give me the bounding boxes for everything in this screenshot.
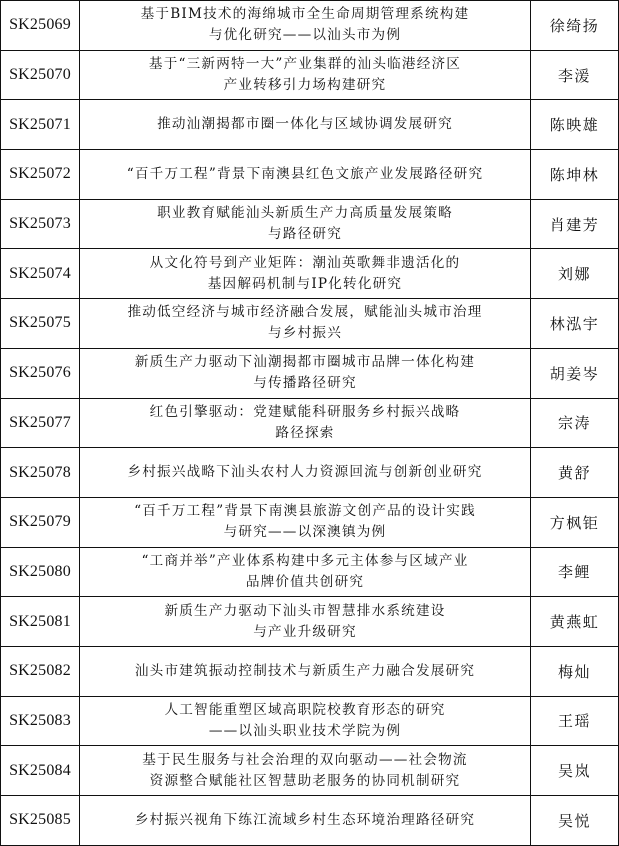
project-leader: 宗涛 — [531, 398, 619, 448]
project-title — [80, 249, 531, 299]
project-title-line: “工商并举”产业体系构建中多元主体参与区域产业 — [141, 552, 469, 569]
project-leader: 王瑶 — [531, 696, 619, 746]
project-title-line: 红色引擎驱动：党建赋能科研服务乡村振兴战略 — [149, 403, 461, 420]
project-leader: 梅灿 — [531, 646, 619, 696]
project-title-line: 汕头市建筑振动控制技术与新质生产力融合发展研究 — [134, 662, 476, 679]
project-code: SK25084 — [1, 746, 80, 796]
project-leader: 吴悦 — [531, 796, 619, 846]
project-code: SK25080 — [1, 547, 80, 597]
project-leader: 李鲤 — [531, 547, 619, 597]
project-title-line: 与优化研究——以汕头市为例 — [208, 27, 402, 44]
project-leader: 方枫钜 — [531, 497, 619, 547]
project-title-line: “百千万工程”背景下南澳县红色文旅产业发展路径研究 — [126, 165, 484, 182]
project-title-line: 推动低空经济与城市经济融合发展，赋能汕头城市治理 — [127, 304, 483, 321]
project-title-line: 从文化符号到产业矩阵：潮汕英歌舞非遗活化的 — [149, 254, 461, 271]
project-title — [80, 746, 531, 796]
project-title — [80, 150, 531, 200]
project-title — [80, 646, 531, 696]
table-row — [1, 249, 619, 299]
project-title — [80, 299, 531, 349]
table-row — [1, 746, 619, 796]
project-title-line: 与传播路径研究 — [253, 375, 357, 392]
project-title — [80, 100, 531, 150]
table-row — [1, 299, 619, 349]
table-row — [1, 547, 619, 597]
table-row — [1, 646, 619, 696]
project-title-line: 基于民生服务与社会治理的双向驱动——社会物流 — [142, 751, 468, 768]
project-code: SK25073 — [1, 199, 80, 249]
table-row — [1, 696, 619, 746]
project-title-line: 品牌价值共创研究 — [245, 573, 365, 590]
project-leader: 陈映雄 — [531, 100, 619, 150]
project-leader: 徐绮扬 — [531, 1, 619, 51]
project-leader: 胡姜岑 — [531, 348, 619, 398]
project-title — [80, 50, 531, 100]
project-code: SK25075 — [1, 299, 80, 349]
project-title-line: 与路径研究 — [268, 226, 342, 243]
project-leader: 林泓宇 — [531, 299, 619, 349]
project-code: SK25082 — [1, 646, 80, 696]
project-title-line: 人工智能重塑区域高职院校教育形态的研究 — [164, 701, 446, 718]
project-leader: 黄舒 — [531, 448, 619, 498]
project-title-line: 资源整合赋能社区智慧助老服务的协同机制研究 — [149, 772, 461, 789]
project-title — [80, 348, 531, 398]
table-row — [1, 50, 619, 100]
project-title-line: 与乡村振兴 — [268, 325, 342, 342]
project-title-line: 基于“三新两特一大”产业集群的汕头临港经济区 — [148, 56, 462, 73]
project-leader: 吴岚 — [531, 746, 619, 796]
project-leader: 李湲 — [531, 50, 619, 100]
project-title-line: 基于BIM技术的海绵城市全生命周期管理系统构建 — [140, 6, 470, 23]
project-code: SK25071 — [1, 100, 80, 150]
project-title — [80, 1, 531, 51]
table-row — [1, 497, 619, 547]
project-title — [80, 448, 531, 498]
table-row — [1, 796, 619, 846]
project-title — [80, 796, 531, 846]
project-title — [80, 547, 531, 597]
project-title-line: 基因解码机制与IP化转化研究 — [207, 275, 403, 292]
project-code: SK25083 — [1, 696, 80, 746]
project-code: SK25074 — [1, 249, 80, 299]
table-row — [1, 1, 619, 51]
project-title-line: 职业教育赋能汕头新质生产力高质量发展策略 — [157, 205, 453, 222]
project-title — [80, 696, 531, 746]
table-row — [1, 398, 619, 448]
table-row — [1, 199, 619, 249]
project-leader: 陈坤林 — [531, 150, 619, 200]
project-leader: 刘娜 — [531, 249, 619, 299]
project-title — [80, 199, 531, 249]
project-code: SK25085 — [1, 796, 80, 846]
table-row — [1, 100, 619, 150]
table-row — [1, 150, 619, 200]
project-title-line: 乡村振兴视角下练江流域乡村生态环境治理路径研究 — [134, 811, 476, 828]
table-row — [1, 597, 619, 647]
project-title-line: 产业转移引力场构建研究 — [223, 77, 387, 94]
project-title-line: 乡村振兴战略下汕头农村人力资源回流与创新创业研究 — [127, 464, 483, 481]
table-row — [1, 448, 619, 498]
project-leader: 黄燕虹 — [531, 597, 619, 647]
project-title-line: 推动汕潮揭都市圈一体化与区域协调发展研究 — [157, 116, 453, 133]
project-leader: 肖建芳 — [531, 199, 619, 249]
project-code: SK25070 — [1, 50, 80, 100]
project-code: SK25078 — [1, 448, 80, 498]
project-title-line: 路径探索 — [275, 424, 335, 441]
project-title — [80, 597, 531, 647]
project-title — [80, 398, 531, 448]
project-title-line: 与研究——以深澳镇为例 — [223, 524, 387, 541]
project-title-line: 新质生产力驱动下汕头市智慧排水系统建设 — [164, 602, 446, 619]
project-title-line: 新质生产力驱动下汕潮揭都市圈城市品牌一体化构建 — [134, 354, 476, 371]
project-code: SK25069 — [1, 1, 80, 51]
project-code: SK25076 — [1, 348, 80, 398]
table-row — [1, 348, 619, 398]
project-table-body — [1, 1, 619, 846]
project-code: SK25081 — [1, 597, 80, 647]
project-title-line: 与产业升级研究 — [253, 623, 357, 640]
project-code: SK25077 — [1, 398, 80, 448]
project-code: SK25072 — [1, 150, 80, 200]
project-code: SK25079 — [1, 497, 80, 547]
project-title — [80, 497, 531, 547]
project-title-line: ——以汕头职业技术学院为例 — [208, 722, 402, 739]
project-title-line: “百千万工程”背景下南澳县旅游文创产品的设计实践 — [134, 503, 476, 520]
